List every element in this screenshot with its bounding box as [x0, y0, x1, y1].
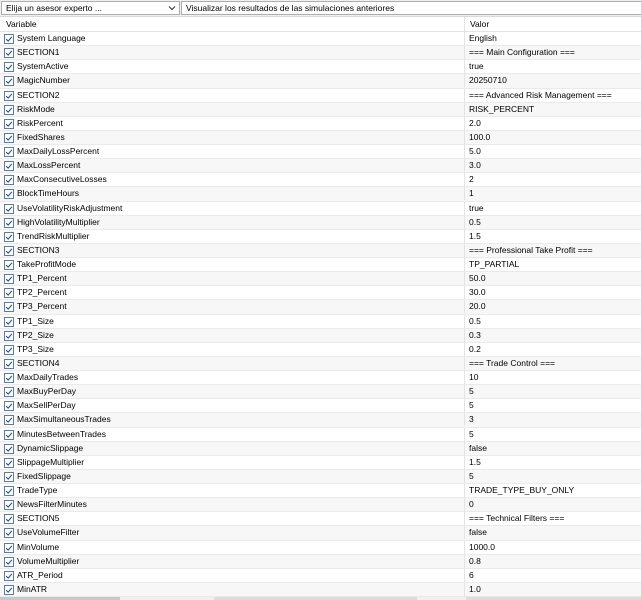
- variable-value: 50.0: [469, 273, 486, 284]
- row-checkbox[interactable]: [4, 189, 14, 199]
- row-checkbox[interactable]: [4, 571, 14, 581]
- value-cell[interactable]: [464, 526, 641, 539]
- variable-name: FixedSlippage: [17, 470, 71, 481]
- variable-value: === Professional Take Profit ===: [469, 244, 593, 255]
- checkmark-icon: [5, 134, 13, 142]
- variable-value: false: [469, 442, 487, 453]
- table-row[interactable]: [0, 187, 641, 201]
- variable-name: MaxSimultaneousTrades: [17, 414, 111, 425]
- row-checkbox[interactable]: [4, 161, 14, 171]
- value-cell[interactable]: [464, 272, 641, 285]
- checkmark-icon: [5, 92, 13, 100]
- row-checkbox[interactable]: [4, 373, 14, 383]
- variable-name: TP2_Size: [17, 329, 54, 340]
- row-checkbox[interactable]: [4, 486, 14, 496]
- value-cell[interactable]: [464, 145, 641, 158]
- value-cell[interactable]: [464, 258, 641, 271]
- value-cell[interactable]: [464, 399, 641, 412]
- variable-value: 6: [469, 569, 474, 580]
- row-checkbox[interactable]: [4, 34, 14, 44]
- row-checkbox[interactable]: [4, 345, 14, 355]
- value-cell[interactable]: [464, 244, 641, 257]
- variable-value: 1000.0: [469, 541, 495, 552]
- checkmark-icon: [5, 120, 13, 128]
- variable-value: 5: [469, 386, 474, 397]
- variable-name: MinutesBetweenTrades: [17, 428, 106, 439]
- checkmark-icon: [5, 501, 13, 509]
- table-row[interactable]: [0, 286, 641, 300]
- value-cell[interactable]: [464, 512, 641, 525]
- table-row[interactable]: [0, 442, 641, 456]
- table-row[interactable]: [0, 131, 641, 145]
- table-row[interactable]: [0, 413, 641, 427]
- table-row[interactable]: [0, 484, 641, 498]
- value-cell[interactable]: [464, 89, 641, 102]
- variable-name: SECTION2: [17, 89, 60, 100]
- table-row[interactable]: [0, 315, 641, 329]
- variable-name: MinATR: [17, 583, 48, 594]
- variable-value: 5: [469, 400, 474, 411]
- row-checkbox[interactable]: [4, 260, 14, 270]
- checkmark-icon: [5, 49, 13, 57]
- checkmark-icon: [5, 402, 13, 410]
- variable-name: FixedShares: [17, 131, 65, 142]
- value-cell[interactable]: [464, 230, 641, 243]
- table-row[interactable]: [0, 512, 641, 526]
- column-divider[interactable]: [464, 17, 465, 31]
- checkmark-icon: [5, 219, 13, 227]
- table-row[interactable]: [0, 300, 641, 314]
- row-checkbox[interactable]: [4, 500, 14, 510]
- expert-advisor-select[interactable]: [1, 1, 180, 15]
- toolbar: [0, 0, 641, 17]
- variable-name: TP1_Percent: [17, 273, 67, 284]
- checkmark-icon: [5, 106, 13, 114]
- variable-name: MaxBuyPerDay: [17, 386, 77, 397]
- table-row[interactable]: [0, 385, 641, 399]
- variable-value: 20250710: [469, 75, 507, 86]
- row-checkbox[interactable]: [4, 557, 14, 567]
- value-cell[interactable]: [464, 413, 641, 426]
- value-cell[interactable]: [464, 329, 641, 342]
- table-row[interactable]: [0, 498, 641, 512]
- value-cell[interactable]: [464, 117, 641, 130]
- value-cell[interactable]: [464, 202, 641, 215]
- value-cell[interactable]: [464, 187, 641, 200]
- value-cell[interactable]: [464, 385, 641, 398]
- checkmark-icon: [5, 529, 13, 537]
- variable-name: RiskPercent: [17, 117, 63, 128]
- variable-name: VolumeMultiplier: [17, 555, 80, 566]
- variable-value: === Advanced Risk Management ===: [469, 89, 612, 100]
- table-row[interactable]: [0, 46, 641, 60]
- variable-name: MaxDailyLossPercent: [17, 146, 100, 156]
- variable-value: 3: [469, 414, 474, 425]
- variable-value: 3.0: [469, 160, 481, 171]
- table-row[interactable]: [0, 357, 641, 371]
- checkmark-icon: [5, 515, 13, 523]
- table-row[interactable]: [0, 60, 641, 74]
- value-cell[interactable]: [464, 541, 641, 554]
- checkmark-icon: [5, 558, 13, 566]
- row-checkbox[interactable]: [4, 415, 14, 425]
- variable-name: DynamicSlippage: [17, 442, 84, 453]
- table-row[interactable]: [0, 244, 641, 258]
- row-checkbox[interactable]: [4, 147, 14, 157]
- value-cell[interactable]: [464, 103, 641, 116]
- row-checkbox[interactable]: [4, 91, 14, 101]
- variable-value: 100.0: [469, 131, 491, 142]
- variable-value: TP_PARTIAL: [469, 259, 520, 269]
- row-checkbox[interactable]: [4, 133, 14, 143]
- checkmark-icon: [5, 388, 13, 396]
- variable-value: 0.5: [469, 216, 481, 227]
- table-row[interactable]: [0, 230, 641, 244]
- value-cell[interactable]: [464, 456, 641, 469]
- row-checkbox[interactable]: [4, 274, 14, 284]
- variable-value: TRADE_TYPE_BUY_ONLY: [469, 485, 575, 495]
- checkmark-icon: [5, 473, 13, 481]
- table-row[interactable]: [0, 202, 641, 216]
- row-checkbox[interactable]: [4, 472, 14, 482]
- grid-header: [0, 17, 641, 32]
- row-checkbox[interactable]: [4, 528, 14, 538]
- row-checkbox[interactable]: [4, 76, 14, 86]
- variable-value: 0: [469, 499, 474, 510]
- row-checkbox[interactable]: [4, 62, 14, 72]
- row-checkbox[interactable]: [4, 585, 14, 595]
- value-cell[interactable]: [464, 60, 641, 73]
- variable-value: === Technical Filters ===: [469, 513, 565, 524]
- table-row[interactable]: [0, 74, 641, 88]
- variable-name: MaxConsecutiveLosses: [17, 174, 107, 185]
- variable-value: 30.0: [469, 287, 486, 298]
- variable-name: System Language: [17, 33, 86, 43]
- checkmark-icon: [5, 233, 13, 241]
- value-cell[interactable]: [464, 46, 641, 59]
- variable-name: BlockTimeHours: [17, 188, 80, 199]
- variable-name: TrendRiskMultiplier: [17, 230, 90, 241]
- row-checkbox[interactable]: [4, 359, 14, 369]
- checkmark-icon: [5, 289, 13, 297]
- variable-name: MagicNumber: [17, 75, 70, 86]
- table-row[interactable]: [0, 526, 641, 540]
- inputs-grid: [0, 17, 641, 600]
- value-cell[interactable]: [464, 470, 641, 483]
- variable-name: TP3_Size: [17, 343, 54, 354]
- table-row[interactable]: [0, 456, 641, 470]
- checkmark-icon: [5, 586, 13, 594]
- variable-value: === Trade Control ===: [469, 357, 556, 368]
- row-checkbox[interactable]: [4, 514, 14, 524]
- row-checkbox[interactable]: [4, 232, 14, 242]
- checkmark-icon: [5, 148, 13, 156]
- checkmark-icon: [5, 77, 13, 85]
- row-checkbox[interactable]: [4, 317, 14, 327]
- value-cell[interactable]: [464, 357, 641, 370]
- table-row[interactable]: [0, 272, 641, 286]
- variable-value: 2: [469, 174, 474, 185]
- variable-value: 5: [469, 428, 474, 439]
- variable-name: MaxDailyTrades: [17, 372, 79, 382]
- variable-name: MinVolume: [17, 541, 60, 552]
- variable-name: SlippageMultiplier: [17, 456, 85, 467]
- checkmark-icon: [5, 190, 13, 198]
- variable-value: === Main Configuration ===: [469, 47, 575, 58]
- variable-value: 1.5: [469, 456, 481, 467]
- checkmark-icon: [5, 63, 13, 71]
- variable-name: SECTION5: [17, 513, 60, 524]
- table-row[interactable]: [0, 216, 641, 230]
- value-cell[interactable]: [464, 343, 641, 356]
- variable-value: 1.0: [469, 583, 481, 594]
- table-row[interactable]: [0, 89, 641, 103]
- table-row[interactable]: [0, 428, 641, 442]
- value-cell[interactable]: [464, 286, 641, 299]
- table-row[interactable]: [0, 569, 641, 583]
- table-row[interactable]: [0, 470, 641, 484]
- value-cell[interactable]: [464, 173, 641, 186]
- variable-value: 1: [469, 188, 474, 199]
- checkmark-icon: [5, 572, 13, 580]
- table-row[interactable]: [0, 32, 641, 46]
- variable-name: SECTION1: [17, 47, 60, 58]
- checkmark-icon: [5, 445, 13, 453]
- variable-name: MaxSellPerDay: [17, 400, 76, 411]
- variable-value: English: [469, 33, 497, 43]
- value-cell[interactable]: [464, 583, 641, 596]
- variable-value: 20.0: [469, 301, 486, 312]
- row-checkbox[interactable]: [4, 48, 14, 58]
- value-cell[interactable]: [464, 428, 641, 441]
- value-cell[interactable]: [464, 569, 641, 582]
- variable-name: NewsFilterMinutes: [17, 499, 87, 510]
- value-cell[interactable]: [464, 371, 641, 384]
- table-row[interactable]: [0, 329, 641, 343]
- table-row[interactable]: [0, 159, 641, 173]
- value-cell[interactable]: [464, 442, 641, 455]
- checkmark-icon: [5, 487, 13, 495]
- value-cell[interactable]: [464, 555, 641, 568]
- row-checkbox[interactable]: [4, 204, 14, 214]
- variable-name: TP1_Size: [17, 315, 54, 326]
- variable-name: MaxLossPercent: [17, 160, 81, 171]
- checkmark-icon: [5, 346, 13, 354]
- variable-name: TakeProfitMode: [17, 259, 77, 269]
- row-checkbox[interactable]: [4, 387, 14, 397]
- row-checkbox[interactable]: [4, 543, 14, 553]
- variable-name: TP3_Percent: [17, 301, 67, 312]
- checkmark-icon: [5, 459, 13, 467]
- checkmark-icon: [5, 431, 13, 439]
- variable-name: SECTION4: [17, 357, 60, 368]
- value-cell[interactable]: [464, 74, 641, 87]
- checkmark-icon: [5, 261, 13, 269]
- row-checkbox[interactable]: [4, 458, 14, 468]
- checkmark-icon: [5, 35, 13, 43]
- variable-value: 10: [469, 372, 479, 382]
- variable-name: TP2_Percent: [17, 287, 67, 298]
- value-cell[interactable]: [464, 484, 641, 497]
- row-checkbox[interactable]: [4, 218, 14, 228]
- table-row[interactable]: [0, 258, 641, 272]
- table-row[interactable]: [0, 583, 641, 597]
- variable-name: SECTION3: [17, 244, 60, 255]
- variable-value: 5: [469, 470, 474, 481]
- variable-value: false: [469, 527, 487, 538]
- variable-name: UseVolatilityRiskAdjustment: [17, 202, 123, 213]
- checkmark-icon: [5, 332, 13, 340]
- checkmark-icon: [5, 416, 13, 424]
- checkmark-icon: [5, 318, 13, 326]
- row-checkbox[interactable]: [4, 105, 14, 115]
- row-checkbox[interactable]: [4, 302, 14, 312]
- variable-name: ATR_Period: [17, 569, 63, 580]
- table-row[interactable]: [0, 555, 641, 569]
- table-row[interactable]: [0, 117, 641, 131]
- row-checkbox[interactable]: [4, 288, 14, 298]
- variable-name: UseVolumeFilter: [17, 527, 80, 538]
- row-checkbox[interactable]: [4, 119, 14, 129]
- value-cell[interactable]: [464, 315, 641, 328]
- variable-name: RiskMode: [17, 103, 55, 114]
- checkmark-icon: [5, 205, 13, 213]
- variable-value: 0.5: [469, 315, 481, 326]
- variable-value: 5.0: [469, 146, 481, 156]
- variable-value: 2.0: [469, 117, 481, 128]
- variable-value: true: [469, 61, 484, 72]
- value-cell[interactable]: [464, 32, 641, 45]
- checkmark-icon: [5, 275, 13, 283]
- row-checkbox[interactable]: [4, 444, 14, 454]
- value-cell[interactable]: [464, 131, 641, 144]
- variable-value: true: [469, 202, 484, 213]
- row-checkbox[interactable]: [4, 331, 14, 341]
- table-row[interactable]: [0, 541, 641, 555]
- row-checkbox[interactable]: [4, 401, 14, 411]
- checkmark-icon: [5, 176, 13, 184]
- grid-rows: [0, 32, 641, 597]
- table-row[interactable]: [0, 103, 641, 117]
- row-checkbox[interactable]: [4, 430, 14, 440]
- row-checkbox[interactable]: [4, 246, 14, 256]
- row-checkbox[interactable]: [4, 175, 14, 185]
- chevron-down-icon: [167, 3, 177, 13]
- variable-value: 0.3: [469, 329, 481, 340]
- checkmark-icon: [5, 374, 13, 382]
- table-row[interactable]: [0, 399, 641, 413]
- checkmark-icon: [5, 303, 13, 311]
- value-cell[interactable]: [464, 159, 641, 172]
- table-row[interactable]: [0, 371, 641, 385]
- checkmark-icon: [5, 544, 13, 552]
- table-row[interactable]: [0, 173, 641, 187]
- value-cell[interactable]: [464, 216, 641, 229]
- checkmark-icon: [5, 360, 13, 368]
- checkmark-icon: [5, 247, 13, 255]
- expert-select-value: Elija un asesor experto ...: [6, 3, 102, 13]
- variable-value: RISK_PERCENT: [469, 103, 535, 114]
- variable-value: 0.8: [469, 555, 481, 566]
- value-cell[interactable]: [464, 498, 641, 511]
- previous-results-button[interactable]: Visualizar los resultados de las simulaciones anteriores: [181, 1, 641, 15]
- variable-name: TradeType: [17, 485, 58, 495]
- variable-name: HighVolatilityMultiplier: [17, 216, 100, 227]
- value-cell[interactable]: [464, 300, 641, 313]
- variable-name: SystemActive: [17, 61, 69, 72]
- column-header-variable[interactable]: Variable: [6, 19, 37, 29]
- table-row[interactable]: [0, 343, 641, 357]
- checkmark-icon: [5, 162, 13, 170]
- column-header-value[interactable]: Valor: [470, 19, 490, 29]
- table-row[interactable]: [0, 145, 641, 159]
- variable-value: 0.2: [469, 343, 481, 354]
- variable-value: 1.5: [469, 230, 481, 241]
